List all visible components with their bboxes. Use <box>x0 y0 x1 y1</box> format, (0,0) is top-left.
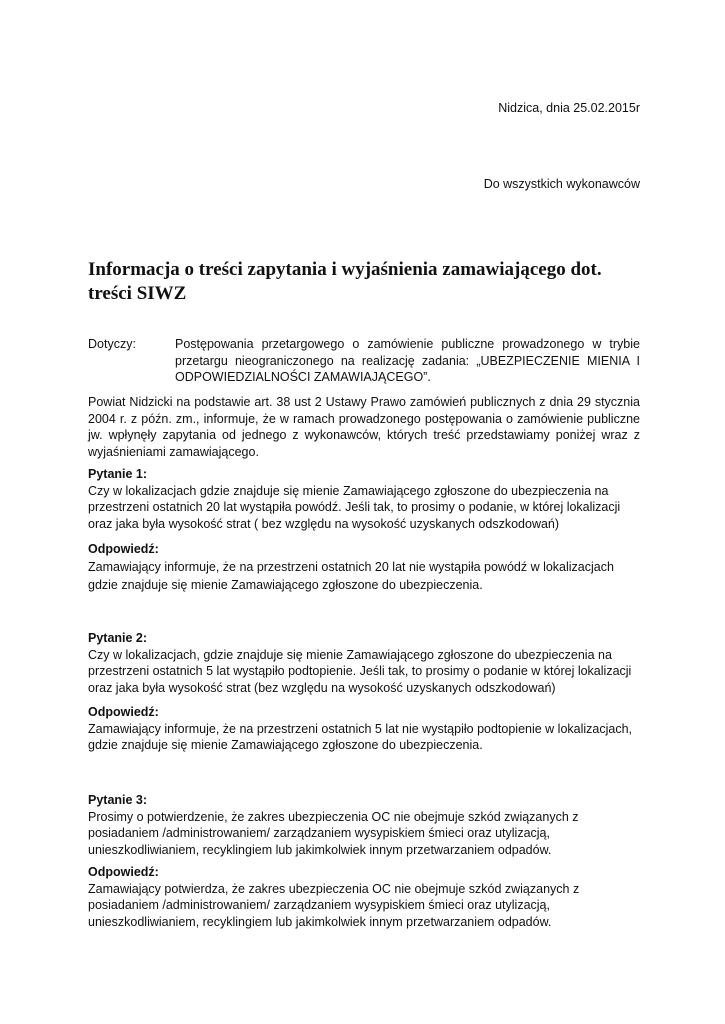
intro-paragraph: Powiat Nidzicki na podstawie art. 38 ust 2 Ustawy Prawo zamówień publicznych z dnia 29 stycznia 2004 r. z późn. zm., informuje, że w ramach prowadzonego postępowania o zamówienie publiczne jw. wpłynęły zapytania od jednego z wykonawców, których treść przedstawiamy poniżej wraz z wyjaśnieniami zamawiającego. <box>88 395 640 459</box>
question-3-text: Prosimy o potwierdzenie, że zakres ubezpieczenia OC nie obejmuje szkód związanych z posiadaniem /administrowaniem/ zarządzaniem wysypiskiem śmieci oraz utylizacją, unieszkodliwianiem, recyklingiem lub jakimkolwiek innym przetwarzaniem odpadów. <box>88 809 579 857</box>
question-1-label: Pytanie 1: <box>88 467 148 481</box>
question-1 <box>88 466 640 532</box>
question-1-text: Czy w lokalizacjach gdzie znajduje się mienie Zamawiającego zgłoszone do ubezpieczenia na przestrzeni ostatnich 20 lat wystąpiła powódź. Jeśli tak, to prosimy o podanie, w której lokalizacji oraz jaka była wysokość strat ( bez względu na wysokość uzyskanych odszkodowań) <box>88 483 621 531</box>
answer-2-text: Zamawiający informuje, że na przestrzeni ostatnich 5 lat nie wystąpiło podtopienie w lokalizacjach, gdzie znajduje się mienie Zamawiającego zgłoszone do ubezpieczenia. <box>88 721 633 752</box>
answer-2-label: Odpowiedź: <box>88 705 159 719</box>
concerns-text: Postępowania przetargowego o zamówienie publiczne prowadzonego w trybie przetargu nieograniczonego na realizację zadania: „UBEZPIECZENIE MIENIA I ODPOWIEDZIALNOŚCI ZAMAWIAJĄCEGO”. <box>175 337 640 384</box>
place-date: Nidzica, dnia 25.02.2015r <box>498 101 640 115</box>
answer-3 <box>88 864 640 930</box>
question-2-label: Pytanie 2: <box>88 631 148 645</box>
question-3-label: Pytanie 3: <box>88 793 148 807</box>
concerns-block <box>88 336 640 386</box>
document-title: Informacja o treści zapytania i wyjaśnienia zamawiającego dot. treści SIWZ <box>88 259 602 304</box>
answer-1-text: Zamawiający informuje, że na przestrzeni ostatnich 20 lat nie wystąpiła powódź w lokalizacjach gdzie znajduje się mienie Zamawiającego zgłoszone do ubezpieczenia. <box>88 559 614 592</box>
answer-1 <box>88 541 640 594</box>
question-2-text: Czy w lokalizacjach, gdzie znajduje się mienie Zamawiającego zgłoszone do ubezpieczenia na przestrzeni ostatnich 5 lat wystąpiło podtopienie. Jeśli tak, to prosimy o podanie w której lokalizacji oraz jaka była wysokość strat (bez względu na wysokość uzyskanych odszkodowań) <box>88 647 632 695</box>
answer-3-label: Odpowiedź: <box>88 865 159 879</box>
question-3 <box>88 792 640 858</box>
answer-1-label: Odpowiedź: <box>88 542 159 556</box>
answer-3-text: Zamawiający potwierdza, że zakres ubezpieczenia OC nie obejmuje szkód związanych z posiadaniem /administrowaniem/ zarządzaniem wysypiskiem śmieci oraz utylizacją, unieszkodliwianiem, recyklingiem lub jakimkolwiek innym przetwarzaniem odpadów. <box>88 881 580 929</box>
document-page <box>88 0 640 1024</box>
question-2 <box>88 630 640 696</box>
answer-2 <box>88 704 640 754</box>
concerns-label: Dotyczy: <box>88 337 136 351</box>
recipient-line: Do wszystkich wykonawców <box>483 177 640 191</box>
